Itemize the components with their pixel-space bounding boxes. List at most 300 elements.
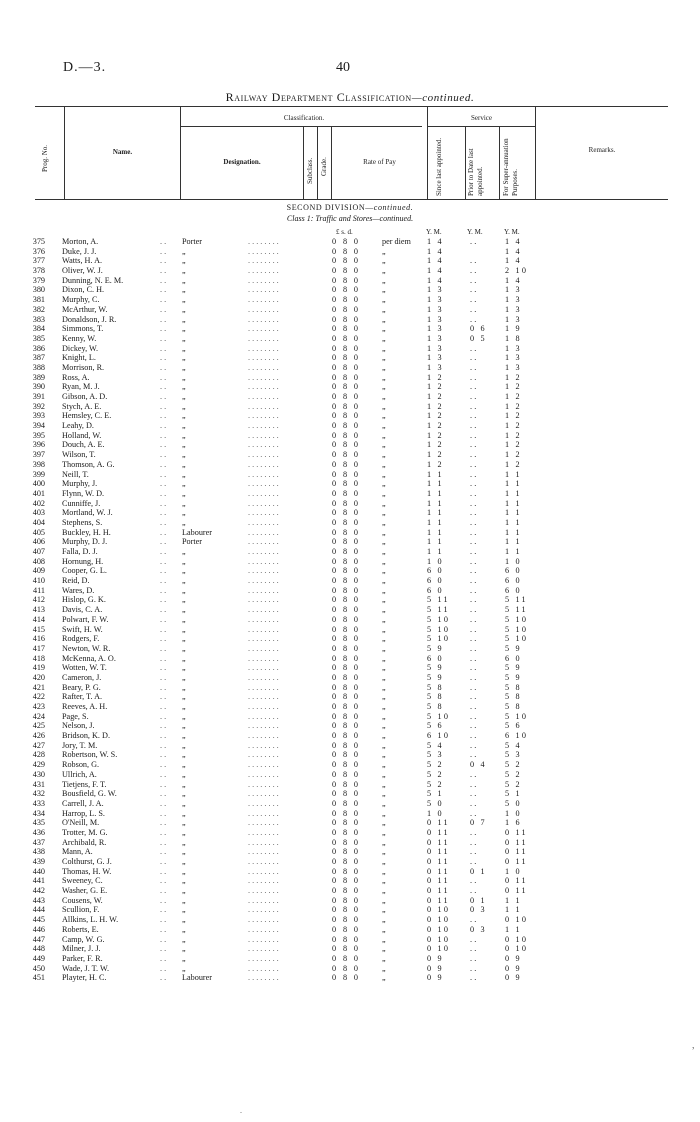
cell-since-last-appointed: 5 2 (427, 760, 444, 770)
leader-dots: . . (160, 779, 167, 789)
cell-rate-of-pay: 0 8 0 (332, 488, 361, 498)
cell-per-diem: „ (382, 837, 386, 847)
leader-dots: . . (160, 314, 167, 324)
cell-per-diem: „ (382, 924, 386, 934)
table-row (0, 566, 700, 576)
cell-rate-of-pay: 0 8 0 (332, 895, 361, 905)
cell-since-last-appointed: 1 4 (427, 266, 444, 276)
cell-designation: „ (182, 266, 186, 276)
cell-per-diem: „ (382, 702, 386, 711)
leader-dots: . . . . . . . . (248, 605, 279, 615)
table-row (0, 276, 700, 286)
cell-per-diem: „ (382, 382, 386, 392)
cell-prior-to-date: .. (470, 556, 479, 566)
cell-prog-no: 384 (32, 324, 45, 334)
cell-superannuation: 5 2 (505, 769, 522, 779)
cell-superannuation: 5 10 (505, 711, 529, 721)
cell-designation: „ (182, 469, 186, 479)
table-row (0, 266, 700, 276)
leader-dots: . . . . . . . . (248, 692, 279, 702)
cell-designation: „ (182, 450, 186, 460)
table-row (0, 838, 700, 848)
table-row (0, 402, 700, 412)
cell-superannuation: 0 11 (505, 857, 528, 866)
leader-dots: . . (160, 934, 167, 944)
leader-dots: . . (160, 769, 167, 779)
cell-rate-of-pay: 0 8 0 (332, 479, 361, 489)
cell-prior-to-date: .. (470, 682, 479, 692)
cell-superannuation: 1 3 (505, 314, 522, 324)
cell-since-last-appointed: 1 3 (427, 353, 444, 363)
cell-prior-to-date: .. (470, 517, 479, 527)
cell-prog-no: 397 (32, 450, 45, 460)
cell-designation: „ (182, 682, 186, 692)
cell-since-last-appointed: 1 3 (427, 333, 444, 343)
leader-dots: . . (160, 430, 167, 440)
cell-rate-of-pay: 0 8 0 (332, 721, 361, 731)
table-row (0, 973, 700, 983)
cell-superannuation: 6 0 (505, 653, 522, 663)
cell-prior-to-date: .. (470, 421, 479, 431)
cell-since-last-appointed: 1 2 (427, 372, 444, 382)
leader-dots: . . (160, 702, 167, 711)
cell-since-last-appointed: 5 10 (427, 711, 451, 721)
header-prior-to-date: Prior to Date last appointed. (467, 148, 484, 196)
cell-superannuation: 1 2 (505, 401, 522, 411)
leader-dots: . . (160, 731, 167, 741)
header-designation: Designation. (223, 158, 261, 166)
leader-dots: . . (160, 953, 167, 963)
cell-designation: „ (182, 343, 186, 353)
cell-superannuation: 1 3 (505, 353, 522, 363)
cell-prior-to-date: .. (470, 672, 479, 682)
cell-prog-no: 376 (32, 246, 45, 256)
cell-prog-no: 410 (32, 576, 45, 586)
cell-prog-no: 402 (32, 498, 45, 508)
header-grade: Grade. (320, 157, 328, 176)
cell-prog-no: 394 (32, 421, 45, 431)
cell-superannuation: 1 2 (505, 450, 522, 460)
table-row (0, 828, 700, 838)
leader-dots: . . . . . . . . (248, 566, 279, 576)
leader-dots: . . . . . . . . (248, 421, 279, 431)
cell-per-diem: „ (382, 876, 386, 886)
cell-prog-no: 441 (32, 876, 45, 886)
table-row (0, 460, 700, 470)
leader-dots: . . (160, 333, 167, 343)
cell-superannuation: 1 8 (505, 333, 522, 343)
cell-since-last-appointed: 1 3 (427, 362, 444, 372)
table-row (0, 373, 700, 383)
cell-prog-no: 416 (32, 634, 45, 644)
cell-prior-to-date: .. (470, 953, 479, 963)
leader-dots: . . . . . . . . (248, 973, 279, 983)
leader-dots: . . (160, 401, 167, 411)
leader-dots: . . (160, 672, 167, 682)
cell-prog-no: 405 (32, 527, 45, 537)
cell-name: Wares, D. (62, 585, 95, 595)
leader-dots: . . (160, 498, 167, 508)
cell-name: Page, S. (62, 711, 89, 721)
cell-rate-of-pay: 0 8 0 (332, 760, 361, 770)
cell-name: Parker, F. R. (62, 953, 103, 963)
cell-since-last-appointed: 5 1 (427, 789, 444, 799)
cell-superannuation: 2 10 (505, 266, 529, 276)
leader-dots: . . (160, 866, 167, 876)
cell-superannuation: 1 0 (505, 808, 522, 818)
leader-dots: . . (160, 547, 167, 556)
leader-dots: . . . . . . . . (248, 527, 279, 537)
cell-prog-no: 398 (32, 459, 45, 469)
cell-name: Oliver, W. J. (62, 266, 103, 276)
leader-dots: . . . . . . . . (248, 498, 279, 508)
cell-superannuation: 0 10 (505, 944, 529, 954)
cell-per-diem: „ (382, 527, 386, 537)
cell-name: Bridson, K. D. (62, 731, 110, 741)
leader-dots: . . (160, 973, 167, 983)
cell-per-diem: „ (382, 556, 386, 566)
cell-name: Mann, A. (62, 847, 93, 857)
cell-superannuation: 1 3 (505, 295, 522, 305)
cell-designation: „ (182, 372, 186, 382)
cell-name: Wilson, T. (62, 450, 96, 460)
leader-dots: . . . . . . . . (248, 372, 279, 382)
cell-since-last-appointed: 0 11 (427, 847, 450, 857)
cell-per-diem: „ (382, 440, 386, 450)
cell-prior-to-date: .. (470, 963, 479, 973)
cell-per-diem: „ (382, 605, 386, 615)
cell-per-diem: „ (382, 566, 386, 576)
cell-rate-of-pay: 0 8 0 (332, 827, 361, 837)
table-row (0, 431, 700, 441)
cell-prog-no: 435 (32, 818, 45, 828)
cell-rate-of-pay: 0 8 0 (332, 333, 361, 343)
cell-superannuation: 0 9 (505, 973, 522, 983)
table-row (0, 935, 700, 945)
cell-since-last-appointed: 1 3 (427, 285, 444, 295)
table-row (0, 673, 700, 683)
table-row (0, 595, 700, 605)
cell-superannuation: 5 9 (505, 643, 522, 653)
cell-since-last-appointed: 6 0 (427, 653, 444, 663)
cell-designation: „ (182, 672, 186, 682)
leader-dots: . . . . . . . . (248, 827, 279, 837)
cell-prior-to-date: .. (470, 721, 479, 731)
units-since-last: Y. M. (426, 228, 442, 236)
cell-prog-no: 388 (32, 362, 45, 372)
cell-prog-no: 380 (32, 285, 45, 295)
cell-designation: „ (182, 314, 186, 324)
leader-dots: . . (160, 876, 167, 886)
table-row (0, 576, 700, 586)
cell-prior-to-date: .. (470, 508, 479, 518)
section-class-line: Class 1: Traffic and Stores—continued. (286, 214, 414, 223)
leader-dots: . . (160, 585, 167, 595)
cell-prog-no: 447 (32, 934, 45, 944)
leader-dots: . . . . . . . . (248, 750, 279, 760)
table-body (0, 237, 700, 983)
table-row (0, 712, 700, 722)
cell-rate-of-pay: 0 8 0 (332, 711, 361, 721)
cell-prog-no: 407 (32, 547, 45, 556)
cell-name: Thomas, H. W. (62, 866, 112, 876)
cell-name: Gibson, A. D. (62, 392, 108, 401)
cell-per-diem: „ (382, 731, 386, 741)
cell-name: Holland, W. (62, 430, 102, 440)
page-title-main: Railway Department Classification (225, 90, 412, 104)
cell-superannuation: 5 10 (505, 634, 529, 644)
table-row (0, 944, 700, 954)
table-row (0, 392, 700, 402)
leader-dots: . . . . . . . . (248, 963, 279, 973)
leader-dots: . . . . . . . . (248, 808, 279, 818)
cell-designation: „ (182, 818, 186, 828)
cell-superannuation: 5 2 (505, 760, 522, 770)
cell-rate-of-pay: 0 8 0 (332, 459, 361, 469)
cell-rate-of-pay: 0 8 0 (332, 392, 361, 401)
cell-superannuation: 5 11 (505, 595, 528, 605)
cell-per-diem: „ (382, 682, 386, 692)
page-mark: . (240, 1106, 242, 1115)
cell-prog-no: 431 (32, 779, 45, 789)
cell-designation: „ (182, 353, 186, 363)
cell-rate-of-pay: 0 8 0 (332, 944, 361, 954)
table-row (0, 499, 700, 509)
cell-since-last-appointed: 5 9 (427, 663, 444, 673)
cell-per-diem: „ (382, 711, 386, 721)
cell-prog-no: 436 (32, 827, 45, 837)
leader-dots: . . . . . . . . (248, 721, 279, 731)
cell-prog-no: 415 (32, 624, 45, 634)
cell-superannuation: 1 0 (505, 866, 522, 876)
cell-per-diem: „ (382, 256, 386, 266)
cell-prior-to-date: .. (470, 401, 479, 411)
cell-prior-to-date: .. (470, 256, 479, 266)
cell-designation: „ (182, 401, 186, 411)
cell-designation: Porter (182, 537, 203, 547)
cell-prior-to-date: .. (470, 731, 479, 741)
leader-dots: . . . . . . . . (248, 547, 279, 556)
cell-prior-to-date: .. (470, 266, 479, 276)
cell-designation: „ (182, 702, 186, 711)
cell-prior-to-date: .. (470, 711, 479, 721)
leader-dots: . . (160, 837, 167, 847)
leader-dots: . . . . . . . . (248, 663, 279, 673)
cell-prior-to-date: 0 3 (470, 924, 487, 934)
leader-dots: . . (160, 450, 167, 460)
cell-name: Sweeney, C. (62, 876, 103, 886)
cell-name: Robertson, W. S. (62, 750, 118, 760)
cell-prog-no: 418 (32, 653, 45, 663)
table-row (0, 750, 700, 760)
leader-dots: . . (160, 372, 167, 382)
cell-name: Murphy, J. (62, 479, 98, 489)
cell-prior-to-date: .. (470, 566, 479, 576)
table-row (0, 770, 700, 780)
cell-prog-no: 451 (32, 973, 45, 983)
cell-per-diem: „ (382, 808, 386, 818)
cell-rate-of-pay: 0 8 0 (332, 886, 361, 896)
cell-prior-to-date: .. (470, 537, 479, 547)
cell-superannuation: 1 4 (505, 256, 522, 266)
cell-per-diem: „ (382, 517, 386, 527)
leader-dots: . . . . . . . . (248, 760, 279, 770)
cell-name: Buckley, H. H. (62, 527, 111, 537)
cell-per-diem: „ (382, 275, 386, 285)
cell-rate-of-pay: 0 8 0 (332, 430, 361, 440)
cell-rate-of-pay: 0 8 0 (332, 614, 361, 624)
cell-name: Ross, A. (62, 372, 90, 382)
cell-rate-of-pay: 0 8 0 (332, 246, 361, 256)
cell-superannuation: 5 4 (505, 740, 522, 750)
cell-per-diem: „ (382, 595, 386, 605)
units-super: Y. M. (504, 228, 520, 236)
cell-rate-of-pay: 0 8 0 (332, 440, 361, 450)
cell-designation: „ (182, 653, 186, 663)
cell-prog-no: 400 (32, 479, 45, 489)
leader-dots: . . (160, 246, 167, 256)
leader-dots: . . . . . . . . (248, 440, 279, 450)
cell-name: Hislop, G. K. (62, 595, 106, 605)
leader-dots: . . (160, 295, 167, 305)
cell-name: Polwart, F. W. (62, 614, 109, 624)
cell-per-diem: „ (382, 740, 386, 750)
table-row (0, 605, 700, 615)
cell-designation: Labourer (182, 973, 213, 983)
table-row (0, 450, 700, 460)
cell-rate-of-pay: 0 8 0 (332, 857, 361, 866)
cell-prior-to-date: .. (470, 653, 479, 663)
cell-prior-to-date: .. (470, 769, 479, 779)
cell-name: Murphy, C. (62, 295, 100, 305)
cell-per-diem: per diem (382, 237, 411, 246)
leader-dots: . . . . . . . . (248, 702, 279, 711)
leader-dots: . . (160, 411, 167, 421)
cell-per-diem: „ (382, 760, 386, 770)
cell-per-diem: „ (382, 750, 386, 760)
cell-designation: „ (182, 692, 186, 702)
cell-designation: „ (182, 924, 186, 934)
cell-per-diem: „ (382, 789, 386, 799)
cell-prog-no: 408 (32, 556, 45, 566)
leader-dots: . . . . . . . . (248, 779, 279, 789)
page-reference: D.—3. (63, 60, 107, 75)
cell-prog-no: 439 (32, 857, 45, 866)
cell-superannuation: 1 1 (505, 508, 522, 518)
cell-superannuation: 5 9 (505, 672, 522, 682)
cell-rate-of-pay: 0 8 0 (332, 934, 361, 944)
cell-designation: „ (182, 886, 186, 896)
cell-name: Wotten, W. T. (62, 663, 107, 673)
cell-designation: „ (182, 866, 186, 876)
cell-prior-to-date: .. (470, 692, 479, 702)
cell-superannuation: 5 1 (505, 789, 522, 799)
cell-prog-no: 429 (32, 760, 45, 770)
section-division (0, 203, 700, 212)
cell-since-last-appointed: 5 8 (427, 692, 444, 702)
table-row (0, 237, 700, 247)
cell-superannuation: 5 8 (505, 702, 522, 711)
cell-prior-to-date: .. (470, 372, 479, 382)
cell-superannuation: 6 0 (505, 585, 522, 595)
cell-prior-to-date: .. (470, 624, 479, 634)
cell-per-diem: „ (382, 537, 386, 547)
cell-designation: „ (182, 595, 186, 605)
cell-prog-no: 377 (32, 256, 45, 266)
leader-dots: . . (160, 653, 167, 663)
leader-dots: . . (160, 663, 167, 673)
cell-designation: „ (182, 479, 186, 489)
cell-superannuation: 1 2 (505, 430, 522, 440)
cell-designation: Porter (182, 237, 203, 246)
leader-dots: . . . . . . . . (248, 837, 279, 847)
cell-prog-no: 403 (32, 508, 45, 518)
cell-name: Camp, W. G. (62, 934, 105, 944)
cell-per-diem: „ (382, 585, 386, 595)
cell-since-last-appointed: 0 11 (427, 895, 450, 905)
cell-since-last-appointed: 1 3 (427, 314, 444, 324)
cell-designation: „ (182, 944, 186, 954)
cell-per-diem: „ (382, 963, 386, 973)
leader-dots: . . (160, 479, 167, 489)
cell-designation: „ (182, 304, 186, 314)
cell-designation: „ (182, 789, 186, 799)
leader-dots: . . (160, 760, 167, 770)
table-row (0, 925, 700, 935)
cell-superannuation: 1 4 (505, 246, 522, 256)
cell-designation: „ (182, 440, 186, 450)
cell-prog-no: 417 (32, 643, 45, 653)
cell-prior-to-date: .. (470, 595, 479, 605)
leader-dots: . . . . . . . . (248, 392, 279, 401)
cell-per-diem: „ (382, 392, 386, 401)
leader-dots: . . . . . . . . (248, 740, 279, 750)
cell-name: Archibald, R. (62, 837, 107, 847)
cell-per-diem: „ (382, 459, 386, 469)
cell-prog-no: 444 (32, 905, 45, 915)
cell-designation: „ (182, 721, 186, 731)
cell-rate-of-pay: 0 8 0 (332, 304, 361, 314)
leader-dots: . . (160, 818, 167, 828)
cell-name: McArthur, W. (62, 304, 108, 314)
cell-prior-to-date: .. (470, 789, 479, 799)
cell-since-last-appointed: 5 8 (427, 682, 444, 692)
cell-superannuation: 1 1 (505, 498, 522, 508)
cell-prog-no: 425 (32, 721, 45, 731)
leader-dots: . . (160, 692, 167, 702)
cell-rate-of-pay: 0 8 0 (332, 382, 361, 392)
cell-prog-no: 378 (32, 266, 45, 276)
leader-dots: . . (160, 750, 167, 760)
cell-prior-to-date: 0 6 (470, 324, 487, 334)
cell-per-diem: „ (382, 576, 386, 586)
cell-prior-to-date: .. (470, 459, 479, 469)
cell-designation: „ (182, 915, 186, 925)
table-row (0, 731, 700, 741)
cell-prior-to-date: .. (470, 343, 479, 353)
leader-dots: . . . . . . . . (248, 450, 279, 460)
cell-prior-to-date: .. (470, 798, 479, 808)
cell-superannuation: 1 1 (505, 547, 522, 556)
cell-per-diem: „ (382, 411, 386, 421)
cell-designation: „ (182, 963, 186, 973)
cell-designation: „ (182, 382, 186, 392)
cell-rate-of-pay: 0 8 0 (332, 556, 361, 566)
cell-designation: „ (182, 508, 186, 518)
table-row (0, 382, 700, 392)
cell-prog-no: 446 (32, 924, 45, 934)
leader-dots: . . (160, 682, 167, 692)
